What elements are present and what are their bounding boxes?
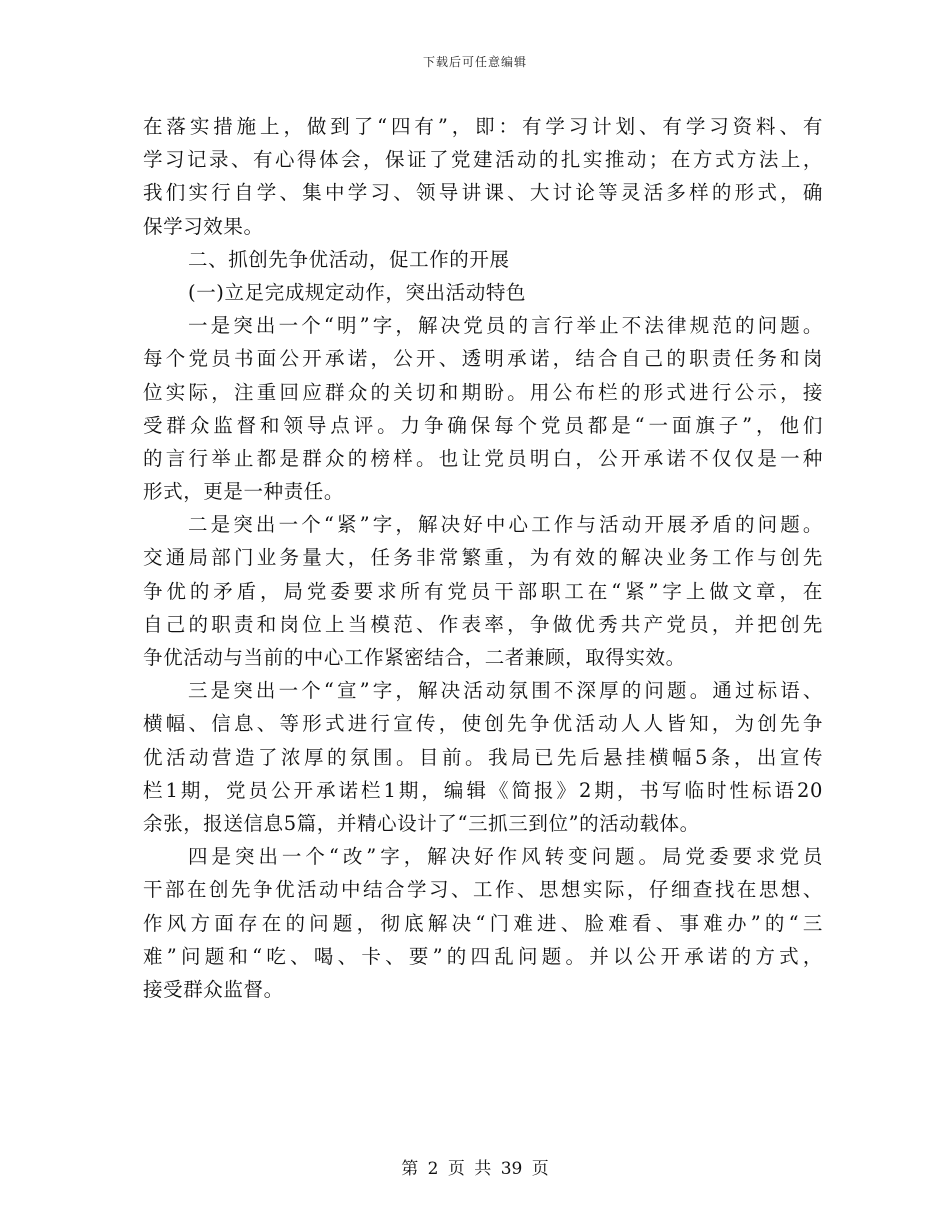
text-line: 的言行举止都是群众的榜样。也让党员明白，公开承诺不仅仅是一种 (143, 446, 823, 470)
text-line: 一是突出一个“明”字，解决党员的言行举止不法律规范的问题。 (188, 314, 823, 338)
text-line: 接受群众监督。 (143, 977, 284, 1001)
text-line: 余张，报送信息5篇，并精心设计了“三抓三到位”的活动载体。 (143, 811, 700, 835)
text-line: 学习记录、有心得体会，保证了党建活动的扎实推动；在方式方法上， (143, 148, 823, 172)
text-line: 受群众监督和领导点评。力争确保每个党员都是“一面旗子”，他们 (143, 413, 823, 437)
text-line: 栏1期，党员公开承诺栏1期，编辑《简报》2期，书写临时性标语20 (143, 778, 823, 802)
text-line: 争优活动与当前的中心工作紧密结合，二者兼顾，取得实效。 (143, 646, 686, 669)
text-line: 四是突出一个“改”字，解决好作风转变问题。局党委要求党员 (188, 845, 823, 869)
document-body (143, 110, 823, 1006)
text-line: 在落实措施上，做到了“四有”，即：有学习计划、有学习资料、有 (143, 115, 823, 138)
text-line: (一)立足完成规定动作，突出活动特色 (188, 280, 527, 304)
text-line: 位实际，注重回应群众的关切和期盼。用公布栏的形式进行公示，接 (143, 380, 823, 404)
text-line: 难”问题和“吃、喝、卡、要”的四乱问题。并以公开承诺的方式， (143, 944, 823, 968)
text-line: 我们实行自学、集中学习、领导讲课、大讨论等灵活多样的形式，确 (143, 181, 823, 205)
text-line: 优活动营造了浓厚的氛围。目前。我局已先后悬挂横幅5条，出宣传 (143, 745, 823, 769)
text-line: 每个党员书面公开承诺，公开、透明承诺，结合自己的职责任务和岗 (143, 347, 823, 371)
text-line: 交通局部门业务量大，任务非常繁重，为有效的解决业务工作与创先 (143, 546, 823, 570)
text-line: 二、抓创先争优活动，促工作的开展 (188, 247, 510, 271)
text-line: 横幅、信息、等形式进行宣传，使创先争优活动人人皆知，为创先争 (143, 712, 823, 736)
text-line: 自己的职责和岗位上当模范、作表率，争做优秀共产党员，并把创先 (143, 612, 823, 636)
text-line: 干部在创先争优活动中结合学习、工作、思想实际，仔细查找在思想、 (143, 878, 823, 902)
text-line: 保学习效果。 (143, 214, 264, 238)
text-line: 形式，更是一种责任。 (143, 480, 345, 504)
text-line: 争优的矛盾，局党委要求所有党员干部职工在“紧”字上做文章，在 (143, 579, 823, 603)
text-line: 作风方面存在的问题，彻底解决“门难进、脸难看、事难办”的“三 (143, 911, 823, 935)
page-number-footer: 第 2 页 共 39 页 (401, 1159, 549, 1179)
page-header: 下载后可任意编辑 (422, 55, 527, 69)
text-line: 二是突出一个“紧”字，解决好中心工作与活动开展矛盾的问题。 (188, 513, 823, 537)
text-line: 三是突出一个“宣”字，解决活动氛围不深厚的问题。通过标语、 (188, 679, 823, 703)
